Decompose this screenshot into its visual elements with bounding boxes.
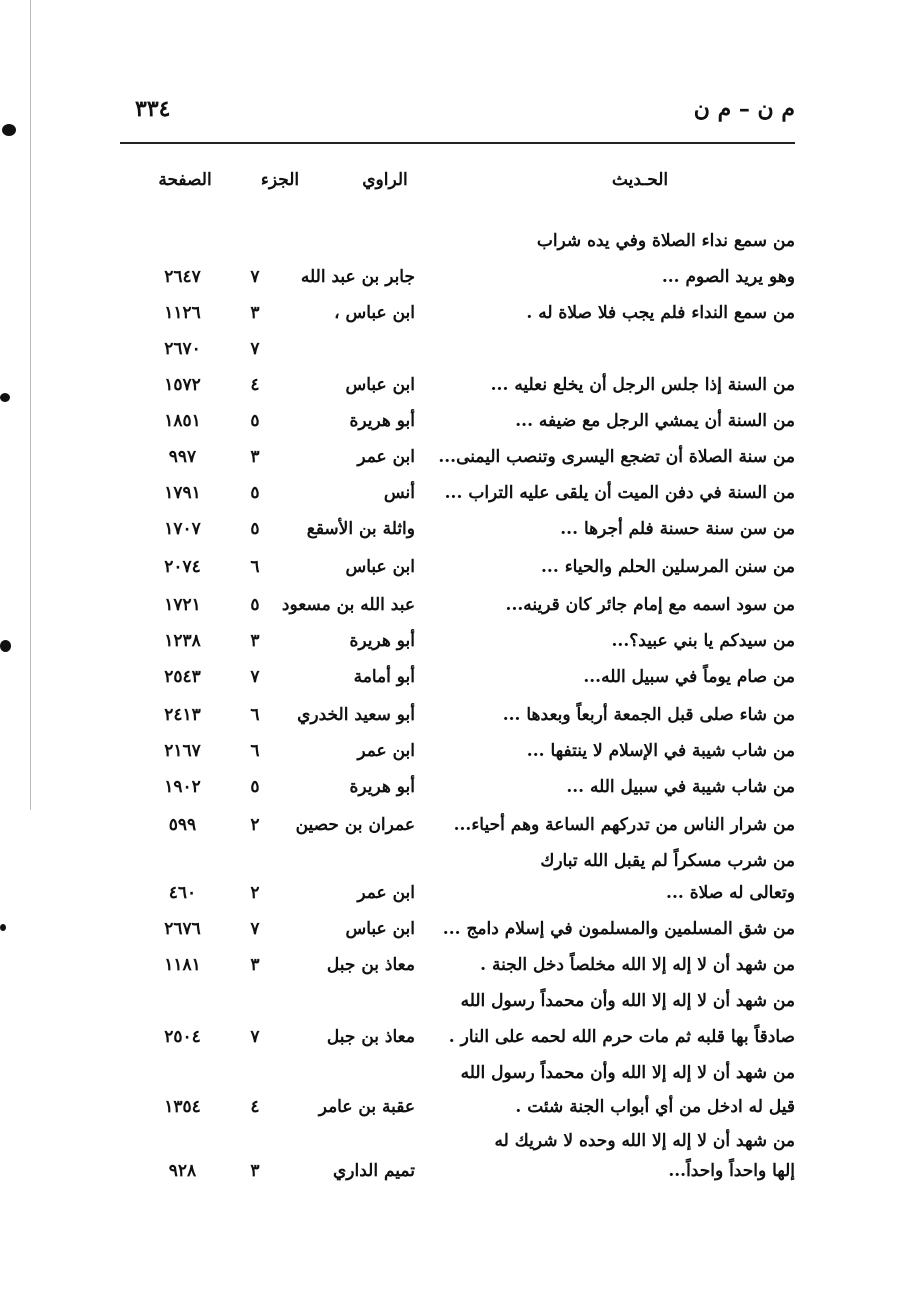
volume-number: ٦ (250, 741, 260, 761)
table-row (120, 1156, 795, 1190)
ink-mark (0, 393, 10, 402)
hadith-text: من سنة الصلاة أن تضجع اليسرى وتنصب اليمنى... (438, 447, 795, 467)
table-row (120, 662, 795, 696)
table-row (120, 590, 795, 624)
table-row (120, 1126, 795, 1160)
volume-number: ٧ (250, 667, 260, 687)
volume-number: ٣ (250, 447, 260, 467)
narrator-name: أنس (383, 483, 415, 503)
column-header-page: الصفحة (158, 170, 212, 190)
hadith-text: من صام يوماً في سبيل الله... (583, 667, 795, 687)
ink-mark (0, 640, 11, 652)
hadith-text: من السنة إذا جلس الرجل أن يخلع نعليه ... (490, 375, 795, 395)
table-row (120, 986, 795, 1020)
narrator-name: أبو هريرة (349, 777, 415, 797)
hadith-text: من شهد أن لا إله إلا الله وأن محمداً رسول الله (460, 1063, 795, 1083)
table-row (120, 442, 795, 476)
hadith-text: من شق المسلمين والمسلمون في إسلام دامج ... (442, 919, 795, 939)
volume-number: ٢ (250, 883, 260, 903)
table-row (120, 846, 795, 880)
table-row (120, 226, 795, 260)
volume-number: ٦ (250, 557, 260, 577)
table-row (120, 552, 795, 586)
narrator-name: عبد الله بن مسعود (281, 595, 415, 615)
narrator-name: عمران بن حصين (295, 815, 415, 835)
page-reference: ١٧٢١ (164, 595, 201, 615)
hadith-text: من السنة أن يمشي الرجل مع ضيفه ... (515, 411, 795, 431)
table-row (120, 626, 795, 660)
page-reference: ١٧٠٧ (164, 519, 201, 539)
page-reference: ٤٦٠ (168, 883, 197, 903)
volume-number: ٥ (250, 483, 260, 503)
page-reference: ١٥٧٢ (164, 375, 201, 395)
narrator-name: تميم الداري (333, 1161, 415, 1181)
volume-number: ٥ (250, 595, 260, 615)
hadith-text: صادقاً بها قلبه ثم مات حرم الله لحمه على النار . (448, 1027, 795, 1047)
page-reference: ١٧٩١ (164, 483, 201, 503)
hadith-text: من سنن المرسلين الحلم والحياء ... (541, 557, 795, 577)
hadith-text: من شهد أن لا إله إلا الله مخلصاً دخل الجنة . (480, 955, 795, 975)
page-reference: ٩٢٨ (168, 1161, 197, 1181)
hadith-text: من شاب شيبة في الإسلام لا ينتفها ... (526, 741, 795, 761)
volume-number: ٤ (250, 375, 260, 395)
ink-mark (0, 924, 6, 931)
narrator-name: ابن عباس (345, 557, 415, 577)
volume-number: ٥ (250, 777, 260, 797)
table-row (120, 406, 795, 440)
table-row (120, 950, 795, 984)
page-reference: ٢٦٧٦ (164, 919, 201, 939)
table-row (120, 700, 795, 734)
narrator-name: معاذ بن جبل (326, 955, 415, 975)
narrator-name: ابن عمر (357, 447, 415, 467)
volume-number: ٣ (250, 1161, 260, 1181)
narrator-name: أبو هريرة (349, 631, 415, 651)
page-reference: ٢٥٤٣ (164, 667, 201, 687)
hadith-text: من السنة في دفن الميت أن يلقى عليه التراب ... (444, 483, 795, 503)
page-reference: ٢١٦٧ (164, 741, 201, 761)
table-row (120, 262, 795, 296)
page-reference: ١٢٣٨ (164, 631, 201, 651)
page-reference: ١١٨١ (164, 955, 201, 975)
column-header-narrator: الراوي (362, 170, 408, 190)
table-row (120, 878, 795, 912)
running-head (135, 96, 795, 132)
narrator-name: ابن عباس (345, 919, 415, 939)
volume-number: ٣ (250, 955, 260, 975)
running-head-title: م ن – م ن (693, 96, 795, 122)
table-row (120, 1092, 795, 1126)
page-number: ٣٣٤ (135, 96, 171, 122)
page-reference: ٩٩٧ (168, 447, 197, 467)
table-row (120, 1058, 795, 1092)
volume-number: ٧ (250, 339, 260, 359)
narrator-name: عقبة بن عامر (318, 1097, 415, 1117)
page-reference: ١٣٥٤ (164, 1097, 201, 1117)
hadith-text: من شاء صلى قبل الجمعة أربعاً وبعدها ... (502, 705, 795, 725)
column-header-volume: الجزء (260, 170, 300, 190)
header-rule (120, 142, 795, 144)
narrator-name: ابن عمر (357, 741, 415, 761)
narrator-name: أبو سعيد الخدري (297, 705, 415, 725)
volume-number: ٣ (250, 303, 260, 323)
volume-number: ٤ (250, 1097, 260, 1117)
page-reference: ١٨٥١ (164, 411, 201, 431)
volume-number: ٦ (250, 705, 260, 725)
table-row (120, 736, 795, 770)
hadith-text: من شهد أن لا إله إلا الله وحده لا شريك له (494, 1131, 795, 1151)
hadith-text: من سمع نداء الصلاة وفي يده شراب (536, 231, 795, 251)
hadith-text: من سمع النداء فلم يجب فلا صلاة له . (526, 303, 795, 323)
hadith-text: وتعالى له صلاة ... (666, 883, 795, 903)
table-row (120, 914, 795, 948)
table-row (120, 478, 795, 512)
hadith-text: من شاب شيبة في سبيل الله ... (566, 777, 795, 797)
volume-number: ٧ (250, 919, 260, 939)
table-row (120, 334, 795, 368)
page-reference: ١١٢٦ (164, 303, 201, 323)
narrator-name: معاذ بن جبل (326, 1027, 415, 1047)
hadith-text: من شرار الناس من تدركهم الساعة وهم أحياء... (453, 815, 795, 835)
page-reference: ٢٦٧٠ (164, 339, 201, 359)
scan-edge-line (30, 0, 31, 810)
hadith-text: من سن سنة حسنة فلم أجرها ... (560, 519, 795, 539)
narrator-name: أبو أمامة (353, 667, 415, 687)
table-row (120, 1022, 795, 1056)
narrator-name: جابر بن عبد الله (300, 267, 415, 287)
hadith-text: إلها واحداً واحداً... (668, 1161, 795, 1181)
volume-number: ٢ (250, 815, 260, 835)
page-reference: ٢٤١٣ (164, 705, 201, 725)
hadith-text: من سود اسمه مع إمام جائر كان قرينه... (505, 595, 795, 615)
narrator-name: ابن عمر (357, 883, 415, 903)
page-reference: ٢٦٤٧ (164, 267, 201, 287)
narrator-name: أبو هريرة (349, 411, 415, 431)
volume-number: ٥ (250, 519, 260, 539)
page-reference: ٢٥٠٤ (164, 1027, 201, 1047)
page-reference: ٢٠٧٤ (164, 557, 201, 577)
column-header-hadith: الحـديث (611, 170, 669, 190)
volume-number: ٣ (250, 631, 260, 651)
narrator-name: ابن عباس (345, 375, 415, 395)
table-row (120, 298, 795, 332)
hadith-text: وهو يريد الصوم ... (661, 267, 795, 287)
volume-number: ٥ (250, 411, 260, 431)
table-row (120, 810, 795, 844)
hadith-text: من سيدكم يا بني عبيد؟... (611, 631, 795, 651)
hadith-text: من شهد أن لا إله إلا الله وأن محمداً رسول الله (460, 991, 795, 1011)
page-reference: ٥٩٩ (168, 815, 197, 835)
page-reference: ١٩٠٢ (164, 777, 201, 797)
narrator-name: واثلة بن الأسقع (306, 519, 415, 539)
hadith-text: من شرب مسكراً لم يقبل الله تبارك (540, 851, 795, 871)
volume-number: ٧ (250, 267, 260, 287)
hadith-text: قيل له ادخل من أي أبواب الجنة شئت . (515, 1097, 795, 1117)
narrator-name: ابن عباس ، (334, 303, 415, 323)
table-row (120, 370, 795, 404)
table-row (120, 514, 795, 548)
table-row (120, 772, 795, 806)
volume-number: ٧ (250, 1027, 260, 1047)
ink-mark (2, 124, 16, 136)
